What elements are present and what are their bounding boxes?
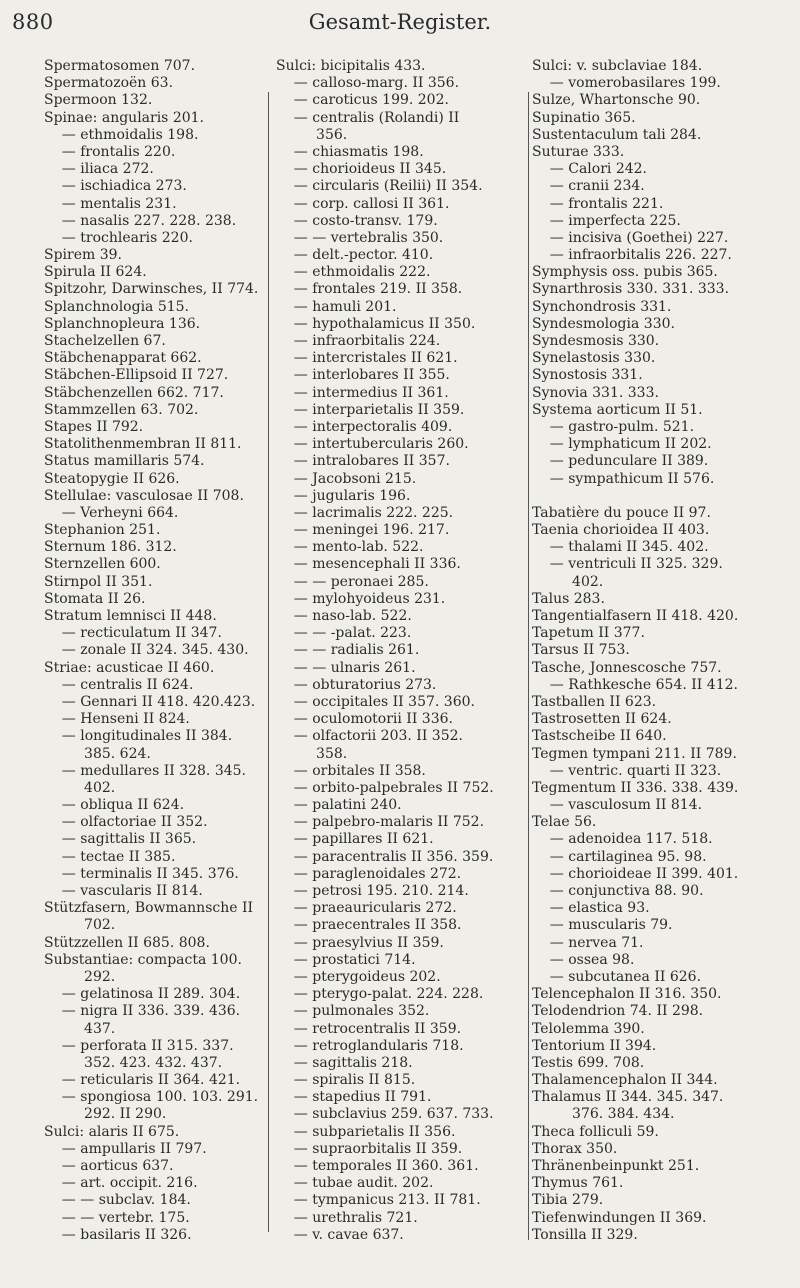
index-entry: Stützfasern, Bowmannsche II [44, 900, 254, 917]
index-entry: Striae: acusticae II 460. [44, 659, 215, 676]
index-entry: — subparietalis II 356. [276, 1123, 456, 1140]
index-entry: Stäbchenapparat 662. [44, 350, 202, 367]
index-entry: — supraorbitalis II 359. [276, 1140, 463, 1157]
index-entry: — infraorbitalis 226. 227. [532, 247, 732, 264]
index-entry: — Henseni II 824. [44, 711, 190, 728]
index-entry: — orbito-palpebrales II 752. [276, 779, 494, 796]
index-entry: — ethmoidalis 198. [44, 126, 199, 143]
index-entry: 292. II 290. [44, 1106, 167, 1123]
index-entry: Tarsus II 753. [532, 642, 630, 659]
index-entry: — palatini 240. [276, 797, 402, 814]
index-entry: — urethralis 721. [276, 1209, 418, 1226]
index-entry: — tympanicus 213. II 781. [276, 1192, 481, 1209]
index-entry: — — vertebralis 350. [276, 229, 444, 246]
index-entry: — ampullaris II 797. [44, 1140, 207, 1157]
index-entry: Theca folliculi 59. [532, 1123, 659, 1140]
index-entry: — obliqua II 624. [44, 797, 185, 814]
index-entry: — praesylvius II 359. [276, 934, 444, 951]
index-entry: Thalamencephalon II 344. [532, 1072, 718, 1089]
index-entry: — basilaris II 326. [44, 1226, 192, 1243]
index-entry: — nasalis 227. 228. 238. [44, 212, 237, 229]
index-entry: — — vertebr. 175. [44, 1209, 190, 1226]
index-entry: — — peronaei 285. [276, 573, 429, 590]
index-entry: Tastballen II 623. [532, 693, 657, 710]
index-entry: — tectae II 385. [44, 848, 176, 865]
index-entry: — recticulatum II 347. [44, 625, 222, 642]
index-entry: — pterygo-palat. 224. 228. [276, 986, 484, 1003]
index-entry: — stapedius II 791. [276, 1089, 432, 1106]
index-entry: — gelatinosa II 289. 304. [44, 986, 241, 1003]
index-entry: — mesencephali II 336. [276, 556, 461, 573]
index-entry: Spermatozoën 63. [44, 75, 174, 92]
index-entry: — Jacobsoni 215. [276, 470, 417, 487]
index-entry: Symphysis oss. pubis 365. [532, 264, 718, 281]
index-entry: — subcutanea II 626. [532, 968, 702, 985]
index-entry: — paracentralis II 356. 359. [276, 848, 494, 865]
index-entry: Stirnpol II 351. [44, 573, 153, 590]
index-entry: — paraglenoidales 272. [276, 865, 462, 882]
index-entry: — infraorbitalis 224. [276, 333, 441, 349]
index-entry: Tegmentum II 336. 338. 439. [532, 779, 739, 796]
index-entry: 358. [276, 745, 348, 762]
index-entry: — aorticus 637. [44, 1158, 174, 1174]
index-entry: — — subclav. 184. [44, 1192, 191, 1209]
column-divider-1 [268, 92, 269, 1232]
index-entry: Tasche, Jonnescosche 757. [532, 659, 722, 676]
index-entry: — perforata II 315. 337. [44, 1037, 234, 1054]
index-entry [532, 488, 792, 505]
index-entry: Synchondrosis 331. [532, 298, 672, 315]
index-entry: Thränenbeinpunkt 251. [532, 1158, 700, 1174]
index-entry: Tentorium II 394. [532, 1037, 657, 1054]
index-entry: Telencephalon II 316. 350. [532, 986, 722, 1003]
index-entry: — ossea 98. [532, 951, 635, 968]
index-entry: — terminalis II 345. 376. [44, 865, 239, 882]
running-title: Gesamt-Register. [308, 10, 492, 34]
index-entry: Tonsilla II 329. [532, 1226, 638, 1243]
index-entry: — occipitales II 357. 360. [276, 693, 475, 710]
index-entry: Synostosis 331. [532, 367, 643, 384]
index-entry: — iliaca 272. [44, 161, 154, 178]
index-entry: Tangentialfasern II 418. 420. [532, 608, 739, 624]
index-entry: — imperfecta 225. [532, 212, 681, 229]
index-entry: — zonale II 324. 345. 430. [44, 642, 249, 659]
index-entry: Sulci: alaris II 675. [44, 1123, 180, 1140]
index-entry: — longitudinales II 384. [44, 728, 233, 745]
index-entry: — orbitales II 358. [276, 762, 426, 779]
page-number: 880 [12, 10, 54, 34]
index-entry: — tubae audit. 202. [276, 1175, 434, 1192]
index-entry: — centralis II 624. [44, 676, 194, 693]
index-entry: — circularis (Reilii) II 354. [276, 178, 483, 195]
index-entry: Tiefenwindungen II 369. [532, 1209, 707, 1226]
index-entry: — pulmonales 352. [276, 1003, 430, 1020]
index-entry: — sagittalis 218. [276, 1054, 413, 1071]
index-entry: — medullares II 328. 345. [44, 762, 247, 779]
index-entry: Thorax 350. [532, 1140, 618, 1157]
index-entry: — trochlearis 220. [44, 229, 193, 246]
index-entry: — spiralis II 815. [276, 1072, 416, 1089]
index-entry: Status mamillaris 574. [44, 453, 205, 470]
index-entry: Tabatière du pouce II 97. [532, 504, 711, 521]
index-entry: Sulze, Whartonsche 90. [532, 92, 701, 109]
index-entry: — retrocentralis II 359. [276, 1020, 462, 1037]
index-entry: — conjunctiva 88. 90. [532, 883, 704, 899]
index-entry: — reticularis II 364. 421. [44, 1072, 241, 1089]
page-header [0, 10, 800, 44]
index-entry: — art. occipit. 216. [44, 1175, 198, 1192]
index-entry: Talus 283. [532, 590, 605, 607]
index-entry: — hypothalamicus II 350. [276, 315, 476, 332]
index-entry: — vasculosum II 814. [532, 797, 703, 814]
index-entry: Synelastosis 330. [532, 350, 656, 367]
index-entry: — costo-transv. 179. [276, 212, 438, 229]
index-entry: — caroticus 199. 202. [276, 92, 449, 109]
index-entry: — lacrimalis 222. 225. [276, 504, 454, 521]
index-entry: Tegmen tympani 211. II 789. [532, 745, 737, 762]
index-entry: — lymphaticum II 202. [532, 436, 712, 453]
index-entry: — prostatici 714. [276, 951, 416, 968]
index-column-3 [532, 58, 792, 1244]
index-entry: Statolithenmembran II 811. [44, 436, 242, 453]
index-entry: — interpectoralis 409. [276, 418, 453, 435]
index-entry: — v. cavae 637. [276, 1226, 404, 1243]
index-entry: Stapes II 792. [44, 418, 144, 435]
index-entry: Substantiae: compacta 100. [44, 951, 242, 968]
index-entry: Telolemma 390. [532, 1020, 645, 1037]
index-entry: — interparietalis II 359. [276, 401, 465, 418]
index-entry: Spitzohr, Darwinsches, II 774. [44, 281, 259, 298]
index-entry: — — ulnaris 261. [276, 659, 416, 676]
index-column-1 [44, 58, 266, 1244]
index-entry: Tibia 279. [532, 1192, 604, 1209]
index-entry: — intralobares II 357. [276, 453, 450, 470]
index-entry: Stomata II 26. [44, 590, 146, 607]
index-entry: Stellulae: vasculosae II 708. [44, 487, 244, 504]
index-entry: Stäbchenzellen 662. 717. [44, 384, 224, 401]
index-entry: — Verheyni 664. [44, 504, 179, 521]
index-entry: 356. [276, 126, 348, 143]
index-entry: — interlobares II 355. [276, 367, 450, 384]
index-entry: — cartilaginea 95. 98. [532, 848, 707, 865]
index-entry: — mylohyoideus 231. [276, 590, 446, 607]
index-entry: — hamuli 201. [276, 298, 397, 315]
index-entry: — elastica 93. [532, 900, 650, 917]
index-entry: Supinatio 365. [532, 109, 636, 126]
index-entry: Stammzellen 63. 702. [44, 401, 199, 418]
index-entry: — spongiosa 100. 103. 291. [44, 1089, 259, 1106]
index-entry: — Rathkesche 654. II 412. [532, 676, 738, 693]
index-entry: — chorioideae II 399. 401. [532, 865, 739, 882]
index-entry: 385. 624. [44, 745, 151, 762]
index-entry: Sulci: bicipitalis 433. [276, 58, 426, 74]
index-entry: — pedunculare II 389. [532, 453, 709, 470]
index-entry: Stachelzellen 67. [44, 333, 166, 349]
index-entry: — — radialis 261. [276, 642, 420, 659]
index-entry: — ischiadica 273. [44, 178, 187, 195]
index-entry: — pterygoideus 202. [276, 968, 441, 985]
index-entry: — temporales II 360. 361. [276, 1158, 479, 1174]
index-entry: Syndesmologia 330. [532, 315, 675, 332]
index-entry: — muscularis 79. [532, 917, 673, 934]
index-entry: — olfactorii 203. II 352. [276, 728, 463, 745]
index-entry: Spermoon 132. [44, 92, 153, 109]
index-entry: Tastrosetten II 624. [532, 711, 672, 728]
index-entry: Taenia chorioidea II 403. [532, 522, 710, 539]
index-entry: — mento-lab. 522. [276, 539, 424, 556]
index-entry: Stephanion 251. [44, 522, 161, 539]
index-entry: Stratum lemnisci II 448. [44, 608, 217, 624]
index-entry: Tastscheibe II 640. [532, 728, 667, 745]
column-divider-2 [528, 92, 529, 1240]
index-entry: — intermedius II 361. [276, 384, 449, 401]
index-entry: — chorioideus II 345. [276, 161, 447, 178]
index-entry: — nervea 71. [532, 934, 644, 951]
index-entry: Spirem 39. [44, 247, 122, 264]
index-entry: — praeauricularis 272. [276, 900, 457, 917]
index-column-2 [276, 58, 504, 1244]
index-entry: — meningei 196. 217. [276, 522, 450, 539]
index-entry: — nigra II 336. 339. 436. [44, 1003, 241, 1020]
index-entry: — thalami II 345. 402. [532, 539, 709, 556]
index-entry: 437. [44, 1020, 116, 1037]
index-entry: — retroglandularis 718. [276, 1037, 464, 1054]
index-entry: — olfactoriae II 352. [44, 814, 208, 831]
index-entry: — intercristales II 621. [276, 350, 458, 367]
index-entry: 402. [44, 779, 116, 796]
index-entry: 292. [44, 968, 116, 985]
index-entry: Spermatosomen 707. [44, 58, 196, 74]
index-entry: — petrosi 195. 210. 214. [276, 883, 469, 899]
index-entry: Testis 699. 708. [532, 1054, 645, 1071]
index-entry: — ventric. quarti II 323. [532, 762, 722, 779]
index-entry: Steatopygie II 626. [44, 470, 180, 487]
index-entry: — chiasmatis 198. [276, 143, 424, 160]
index-entry: Sulci: v. subclaviae 184. [532, 58, 703, 74]
index-entry: — calloso-marg. II 356. [276, 75, 460, 92]
index-entry: Telae 56. [532, 814, 597, 831]
index-entry: — palpebro-malaris II 752. [276, 814, 485, 831]
index-entry: — cranii 234. [532, 178, 645, 195]
index-entry: — adenoidea 117. 518. [532, 831, 713, 848]
index-entry: — vomerobasilares 199. [532, 75, 721, 92]
index-entry: — — -palat. 223. [276, 625, 412, 642]
index-entry: Syndesmosis 330. [532, 333, 660, 349]
index-entry: — intertubercularis 260. [276, 436, 469, 453]
index-entry: — gastro-pulm. 521. [532, 418, 695, 435]
index-entry: Sternzellen 600. [44, 556, 161, 573]
index-entry: Spirula II 624. [44, 264, 147, 281]
index-entry: — jugularis 196. [276, 487, 411, 504]
index-entry: Suturae 333. [532, 143, 625, 160]
index-entry: Synarthrosis 330. 331. 333. [532, 281, 730, 298]
index-entry: — oculomotorii II 336. [276, 711, 453, 728]
index-entry: — vascularis II 814. [44, 883, 203, 899]
index-entry: — subclavius 259. 637. 733. [276, 1106, 494, 1123]
index-entry: — Gennari II 418. 420.423. [44, 693, 256, 710]
index-entry: — frontales 219. II 358. [276, 281, 463, 298]
index-entry: Synovia 331. 333. [532, 384, 659, 401]
index-entry: — praecentrales II 358. [276, 917, 462, 934]
index-entry: — corp. callosi II 361. [276, 195, 450, 212]
index-entry: Stäbchen-Ellipsoid II 727. [44, 367, 229, 384]
index-entry: — frontalis 221. [532, 195, 664, 212]
index-entry: Systema aorticum II 51. [532, 401, 703, 418]
index-entry: — mentalis 231. [44, 195, 177, 212]
index-entry: Stützzellen II 685. 808. [44, 934, 210, 951]
index-entry: Telodendrion 74. II 298. [532, 1003, 704, 1020]
index-entry: — obturatorius 273. [276, 676, 437, 693]
index-entry: Splanchnologia 515. [44, 298, 190, 315]
index-entry: — sagittalis II 365. [44, 831, 197, 848]
index-entry: Thymus 761. [532, 1175, 624, 1192]
index-entry: 352. 423. 432. 437. [44, 1054, 223, 1071]
index-entry: Thalamus II 344. 345. 347. [532, 1089, 724, 1106]
index-entry: — sympathicum II 576. [532, 470, 715, 487]
index-entry: — Calori 242. [532, 161, 648, 178]
index-entry: — ventriculi II 325. 329. [532, 556, 723, 573]
index-entry: — incisiva (Goethei) 227. [532, 229, 729, 246]
index-entry: Tapetum II 377. [532, 625, 645, 642]
index-entry: — naso-lab. 522. [276, 608, 412, 624]
index-entry: Spinae: angularis 201. [44, 109, 204, 126]
index-entry: Splanchnopleura 136. [44, 315, 201, 332]
index-entry: — centralis (Rolandi) II [276, 109, 460, 126]
index-entry: 402. [532, 573, 604, 590]
index-entry: Sternum 186. 312. [44, 539, 177, 556]
index-entry: — ethmoidalis 222. [276, 264, 431, 281]
index-entry: — delt.-pector. 410. [276, 247, 434, 264]
index-entry: — papillares II 621. [276, 831, 434, 848]
index-entry: — frontalis 220. [44, 143, 176, 160]
index-entry: Sustentaculum tali 284. [532, 126, 702, 143]
index-entry: 702. [44, 917, 116, 934]
index-entry: 376. 384. 434. [532, 1106, 675, 1123]
